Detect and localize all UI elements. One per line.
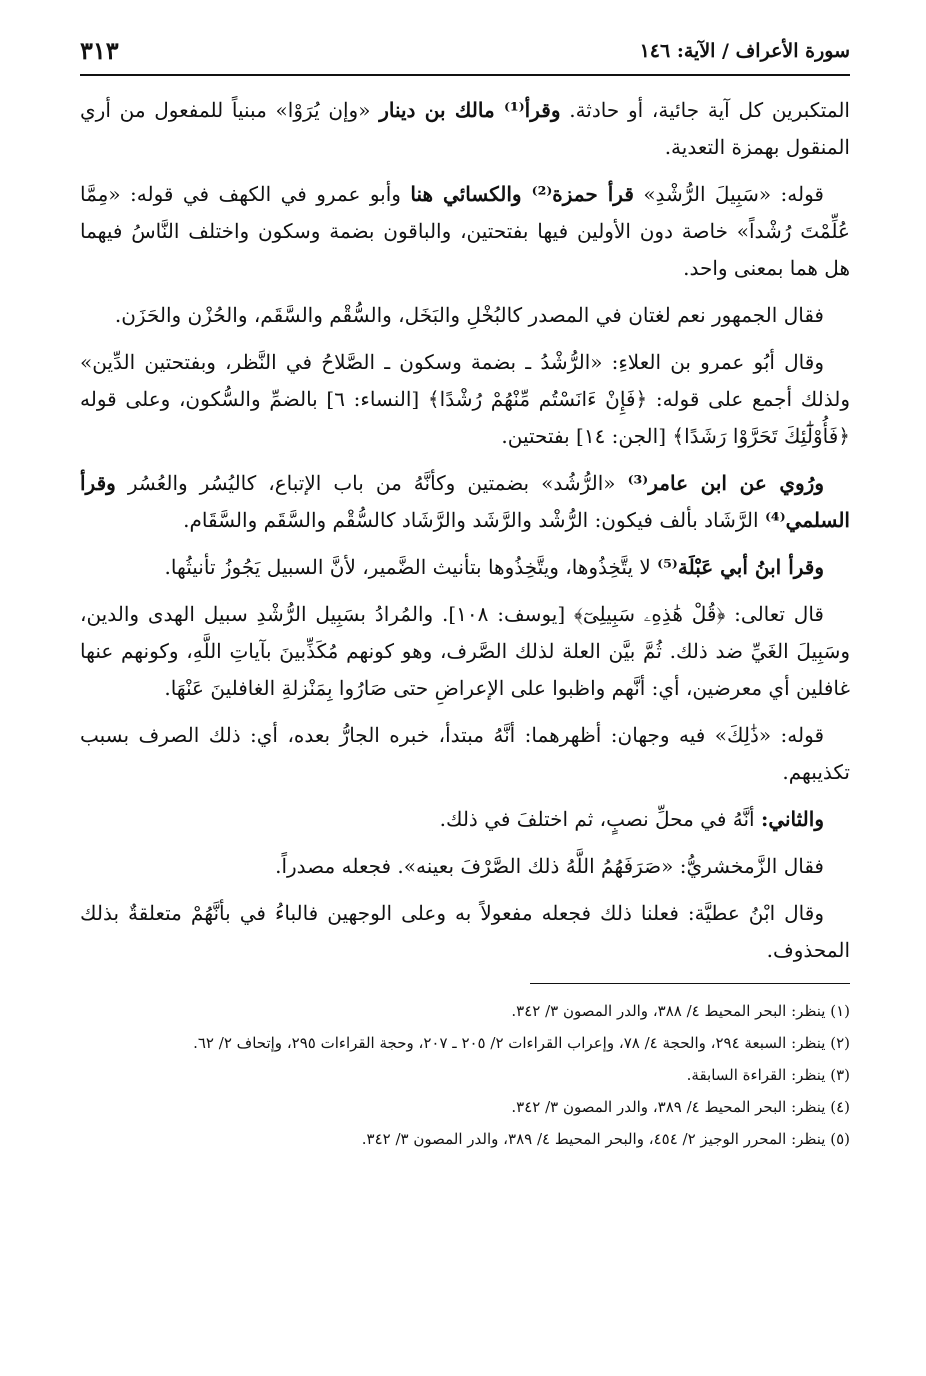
page-number: ٣١٣ <box>80 36 119 65</box>
bold-segment: وقرأ ابنُ أبي عَبْلَة⁽⁵⁾ <box>657 555 824 579</box>
text-segment: «الرُّشُد» بضمتين وكأنَّهُ من باب الإتباع، كاليُسُر والعُسُر <box>115 471 628 495</box>
bold-segment: ورُوي عن ابن عامر⁽³⁾ <box>627 471 825 495</box>
footnote: (٤) ينظر: البحر المحيط ٤/ ٣٨٩، والدر المصون ٣/ ٣٤٢. <box>511 1098 850 1116</box>
text-segment: قال تعالى: ﴿قُلْ هَٰذِهِۦ سَبِيلِىٓ﴾ [يوسف: ١٠٨]. والمُرادُ بسَبِيل الرُّشْدِ سبيل الهدى والدين، وسَبِيلَ الغَيِّ ضد ذلك. ثُمَّ بيَّن العلة لذلك الصَّرف، وهو كونهم مُكَذِّبينَ بآياتِ اللَّهِ، وكونهم عنها غافلين أي معرضين، أي: أنَّهم واظبوا على الإعراضِ حتى صَارُوا بِمَنْزلةِ الغافلينَ عَنْهَا. <box>80 602 850 700</box>
text-segment: «وإن يُرَوْا» مبنياً للمفعول من أري المنقول بهمزة التعدية. <box>80 98 850 159</box>
footnote: (٥) ينظر: المحرر الوجيز ٢/ ٤٥٤، والبحر المحيط ٤/ ٣٨٩، والدر المصون ٣/ ٣٤٢. <box>361 1130 850 1148</box>
footnote-divider <box>530 983 850 984</box>
text-segment: قوله: «سَبِيلَ الرُّشْدِ» <box>633 182 824 206</box>
text-segment: المتكبرين كل آية جائية، أو حادثة. <box>560 98 850 122</box>
page-header <box>80 34 850 76</box>
paragraph <box>80 596 850 707</box>
paragraph <box>80 92 850 166</box>
paragraph <box>80 465 850 539</box>
paragraph <box>80 549 850 586</box>
book-page <box>80 34 850 1344</box>
paragraph <box>80 801 850 838</box>
running-title: سورة الأعراف / الآية: ١٤٦ <box>639 40 850 62</box>
text-segment: قوله: «ذَٰلِكَ» فيه وجهان: أظهرهما: أنَّهُ مبتدأ، خبره الجارُّ بعده، أي: ذلك الصرف بسبب تكذيبهم. <box>80 723 850 784</box>
footnotes <box>80 996 850 1154</box>
paragraph <box>80 717 850 791</box>
paragraph <box>80 344 850 455</box>
text-segment: لا يتَّخِذُوها، ويتَّخِذُوها بتأنيث الضَّمير، لأنَّ السبيل يَجُوزُ تأنيثُها. <box>164 555 658 579</box>
footnote: (٣) ينظر: القراءة السابقة. <box>686 1066 850 1084</box>
main-text <box>80 92 850 969</box>
text-segment: الرَّشَاد بألف فيكون: الرُّشْد والرَّشَد والرَّشَاد كالسُّقْم والسَّقَم والسَّقَام. <box>183 508 765 532</box>
footnote: (١) ينظر: البحر المحيط ٤/ ٣٨٨، والدر المصون ٣/ ٣٤٢. <box>511 1002 850 1020</box>
paragraph <box>80 848 850 885</box>
bold-segment: وقرأ⁽¹⁾ مالك بن دينار <box>379 98 561 122</box>
text-segment: وقال أبُو عمرو بن العلاءِ: «الرُّشْدُ ـ بضمة وسكون ـ الصَّلاحُ في النَّظر، وبفتحتين الدِّين» ولذلك أجمع على قوله: ﴿فَإِنْ ءَانَسْتُم مِّنْهُمْ رُشْدًا﴾ [النساء: ٦] بالضمِّ والسُّكون، وعلى قوله ﴿فَأُوْلَٰٓئِكَ تَحَرَّوْا رَشَدًا﴾ [الجن: ١٤] بفتحتين. <box>80 350 850 448</box>
paragraph <box>80 297 850 334</box>
footnote: (٢) ينظر: السبعة ٢٩٤، والحجة ٤/ ٧٨، وإعراب القراءات ٢/ ٢٠٥ ـ ٢٠٧، وحجة القراءات ٢٩٥، وإتحاف ٢/ ٦٢. <box>193 1034 850 1052</box>
paragraph <box>80 176 850 287</box>
text-segment: فقال الزَّمخشريُّ: «صَرَفَهُمُ اللَّهُ ذلك الصَّرْفَ بعينه». فجعله مصدراً. <box>275 854 824 878</box>
text-segment: أنَّهُ في محلِّ نصبٍ، ثم اختلفَ في ذلك. <box>439 807 761 831</box>
text-segment: وأبو عمرو في الكهف في قوله: «مِمَّا عُلِّمْتَ رُشْداً» خاصة دون الأولين فيها بفتحتين، والباقون بضمة وسكون واختلف النَّاسُ فيهما هل هما بمعنى واحد. <box>80 182 850 280</box>
paragraph <box>80 895 850 969</box>
bold-segment: وقرأ السلمي⁽⁴⁾ <box>80 471 850 532</box>
text-segment: وقال ابْنُ عطيَّة: فعلنا ذلك فجعله مفعولاً به وعلى الوجهين فالباءُ في بأنَّهُمْ متعلقةٌ بذلك المحذوف. <box>80 901 850 962</box>
bold-segment: والثاني: <box>760 807 824 831</box>
text-segment: فقال الجمهور نعم لغتان في المصدر كالبُخْلِ والبَخَل، والسُّقْم والسَّقَم، والحُزْن والحَزَن. <box>114 303 824 327</box>
bold-segment: قرأ حمزة⁽²⁾ والكسائي هنا <box>410 182 634 206</box>
